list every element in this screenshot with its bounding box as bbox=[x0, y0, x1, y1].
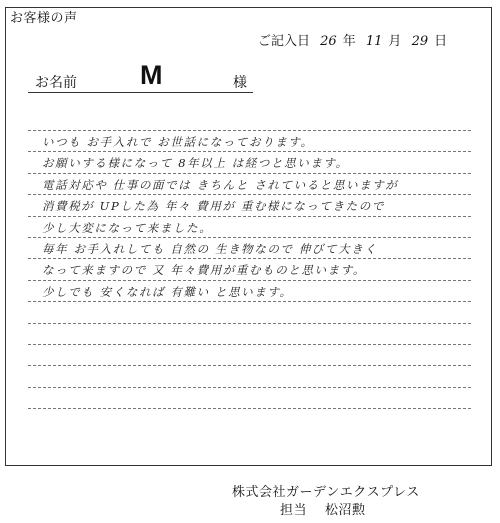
date-month-unit: 月 bbox=[388, 34, 402, 49]
ruled-line bbox=[28, 151, 471, 152]
comment-line: 少し大変になって来ました。 bbox=[42, 220, 213, 235]
comment-line: 電話対応や 仕事の面では きちんと されていると思いますが bbox=[42, 177, 399, 192]
ruled-line bbox=[28, 344, 471, 345]
company-name: 株式会社ガーデンエクスプレス bbox=[232, 485, 420, 500]
comment-line: いつも お手入れで お世話になっております。 bbox=[42, 135, 314, 149]
date-label: ご記入日 bbox=[258, 34, 311, 49]
ruled-line bbox=[28, 173, 471, 174]
ruled-line bbox=[28, 365, 471, 366]
comment-line: 毎年 お手入れしても 自然の 生き物なので 伸びて大きく bbox=[42, 242, 378, 256]
staff-line bbox=[280, 499, 366, 518]
ruled-line bbox=[28, 258, 471, 259]
date-year: 26 bbox=[320, 34, 337, 49]
ruled-line bbox=[28, 301, 471, 302]
staff-name: 松沼勲 bbox=[325, 503, 366, 518]
ruled-line bbox=[28, 194, 471, 195]
name-label: お名前 bbox=[35, 75, 77, 91]
ruled-line bbox=[28, 408, 471, 409]
ruled-line bbox=[28, 130, 471, 131]
ruled-line bbox=[28, 237, 471, 238]
comment-line: なって来ますので 又 年々費用が重むものと思います。 bbox=[42, 263, 366, 278]
form-title: お客様の声 bbox=[10, 11, 78, 26]
ruled-line bbox=[28, 216, 471, 217]
honorific-label: 様 bbox=[233, 75, 247, 91]
staff-role: 担当 bbox=[280, 503, 308, 518]
date-year-unit: 年 bbox=[342, 34, 356, 49]
ruled-line bbox=[28, 280, 471, 281]
customer-name: M bbox=[140, 60, 163, 90]
date-day: 29 bbox=[411, 34, 429, 49]
name-underline bbox=[28, 92, 253, 93]
ruled-line bbox=[28, 387, 471, 388]
date-month: 11 bbox=[365, 34, 383, 49]
entry-date bbox=[258, 30, 447, 49]
comment-line: 消費税が UPした為 年々 費用が 重む様になってきたので bbox=[42, 199, 385, 214]
comment-line: 少しでも 安くなれば 有難い と思います。 bbox=[42, 284, 293, 299]
ruled-line bbox=[28, 323, 471, 324]
date-day-unit: 日 bbox=[434, 34, 448, 49]
comment-line: お願いする様になって 8年以上 は経つと思います。 bbox=[42, 156, 349, 171]
